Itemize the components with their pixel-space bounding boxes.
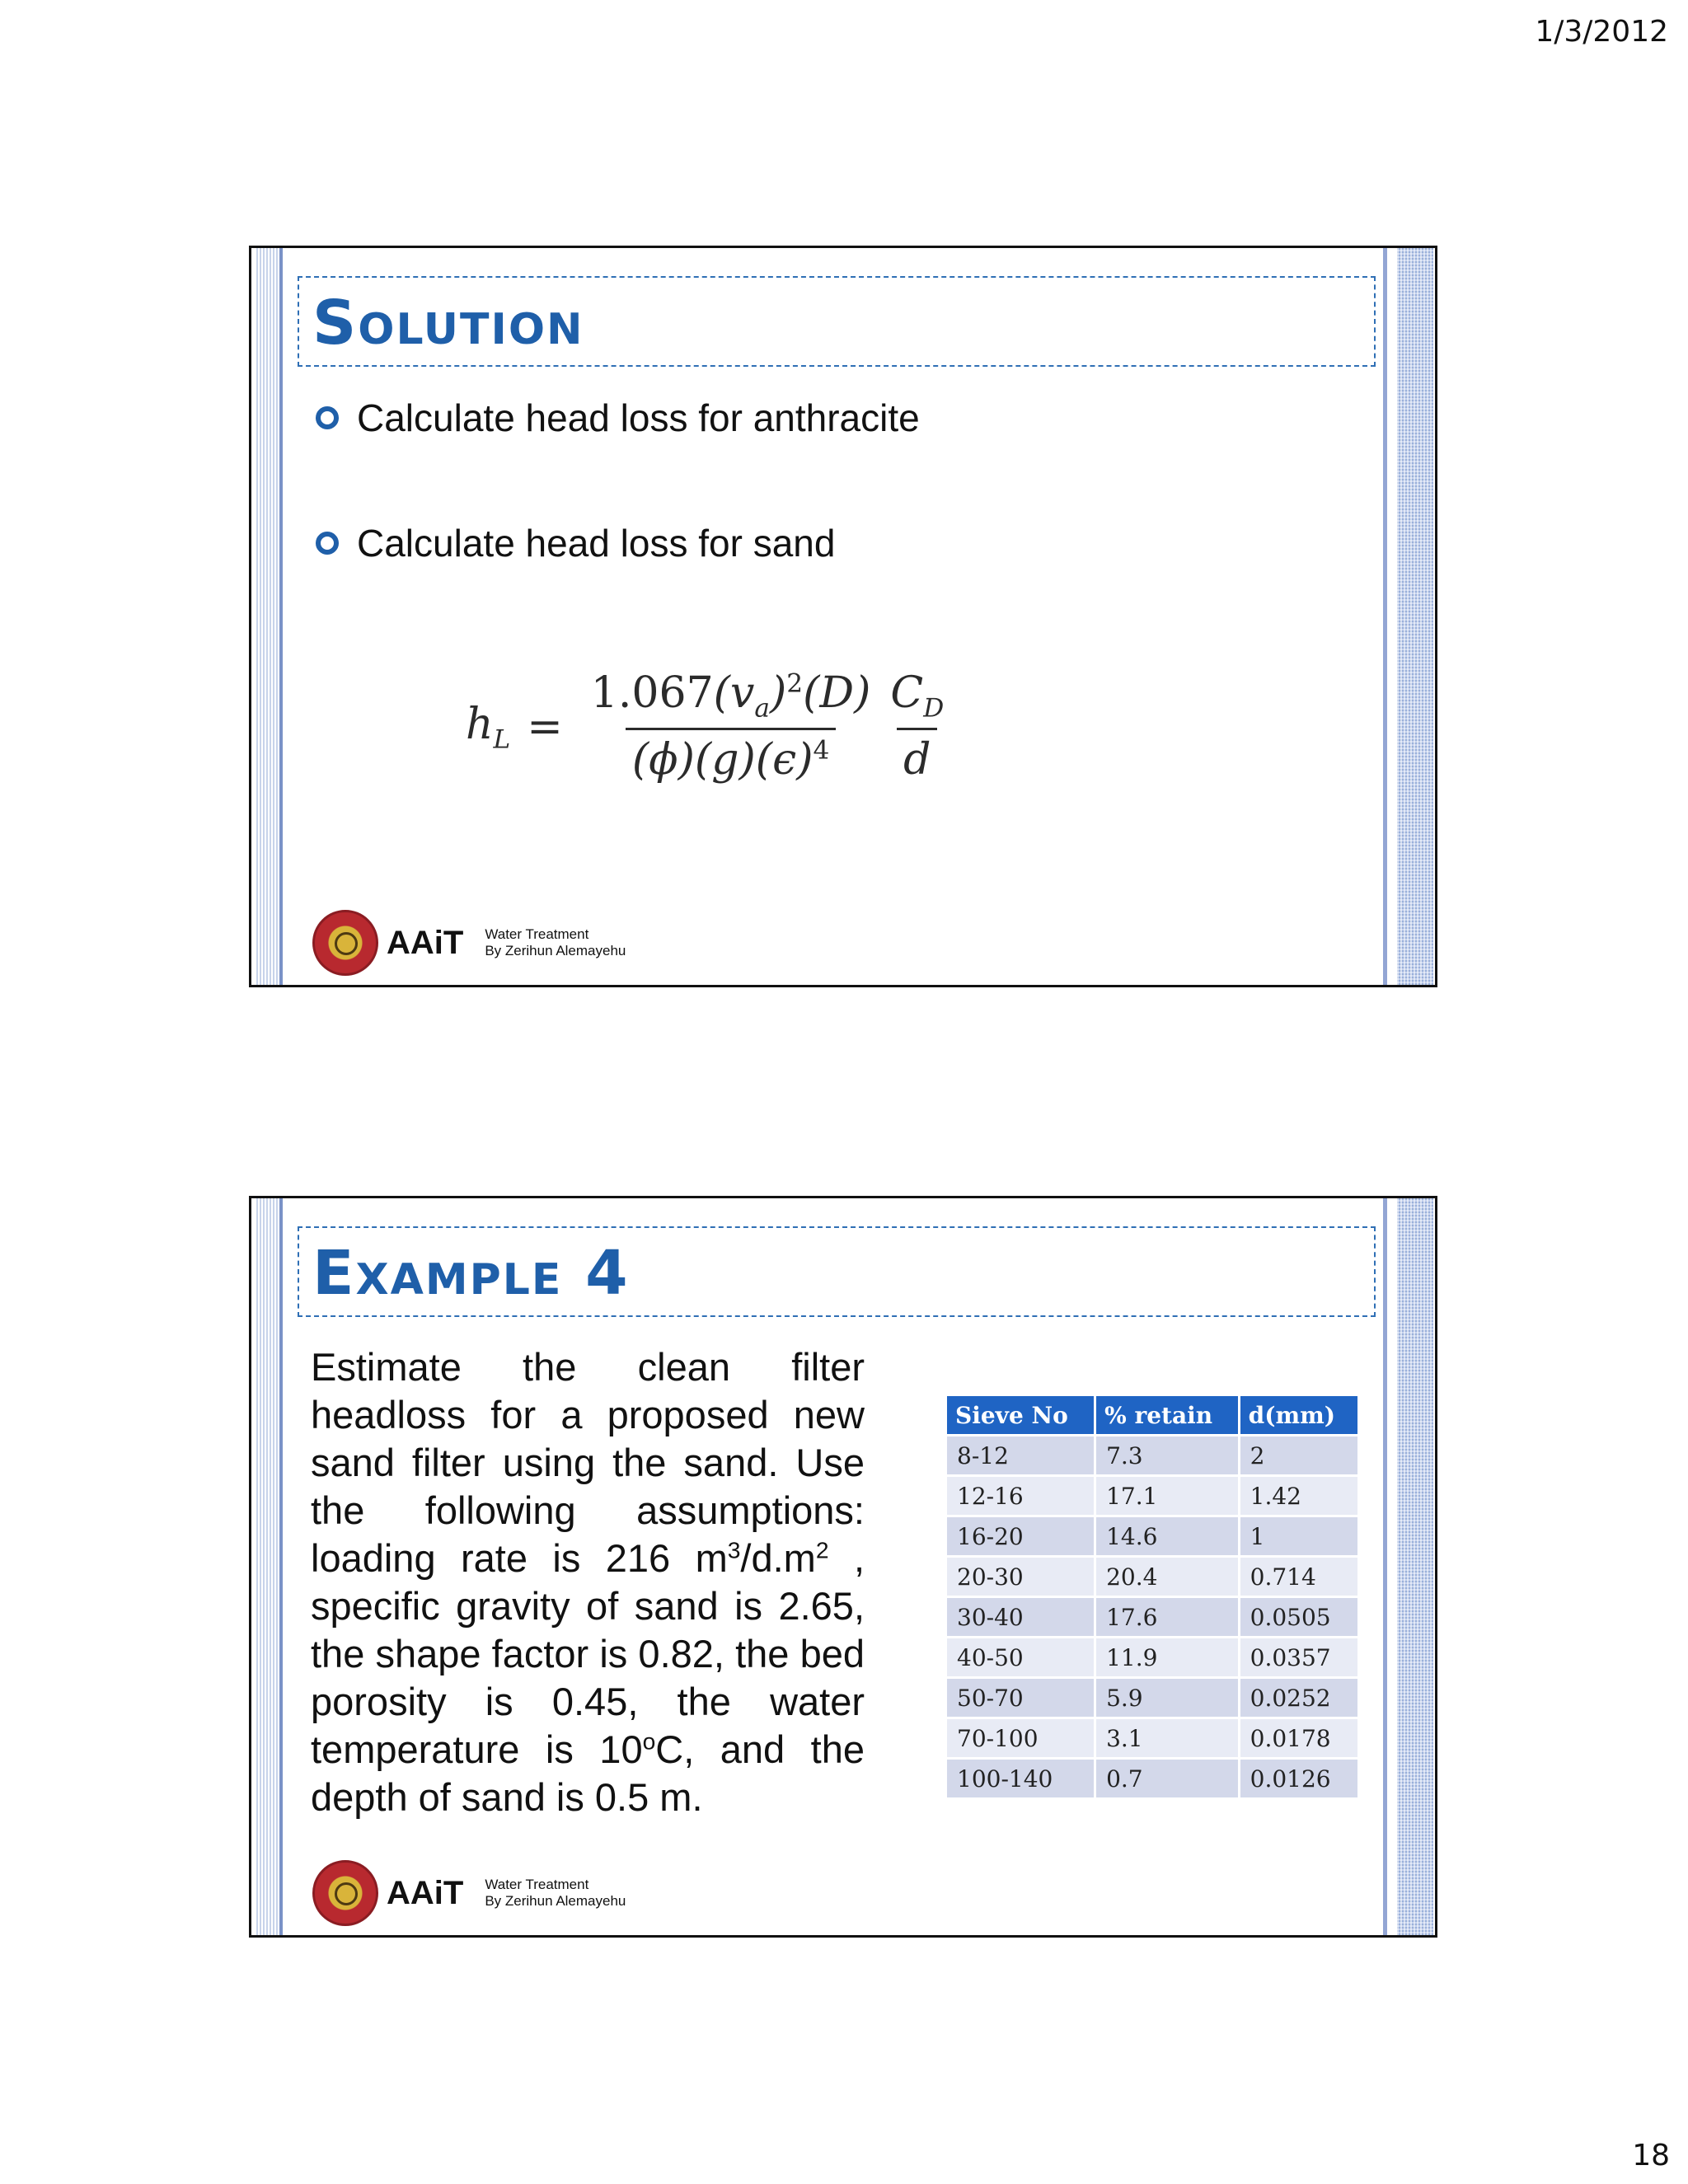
table-cell: 3.1 xyxy=(1096,1719,1238,1757)
table-row xyxy=(947,1760,1357,1797)
table-cell: 12-16 xyxy=(947,1477,1094,1515)
table-cell: 5.9 xyxy=(1096,1679,1238,1717)
slide-title: Example 4 xyxy=(312,1238,630,1309)
table-cell: 20-30 xyxy=(947,1558,1094,1596)
column-header-sieve-no: Sieve No xyxy=(947,1396,1094,1434)
formula-fraction-cd xyxy=(884,668,950,785)
left-decor-line xyxy=(279,248,283,985)
bullet-text: Calculate head loss for anthracite xyxy=(357,396,920,439)
footer-course: Water Treatment xyxy=(485,1877,589,1892)
title-box xyxy=(298,1226,1376,1317)
footer-author: By Zerihun Alemayehu xyxy=(485,1893,626,1909)
table-cell: 0.0178 xyxy=(1240,1719,1357,1757)
slide-footer xyxy=(312,907,626,978)
aait-logo-icon xyxy=(312,910,378,976)
formula-denominator: $(\phi)(g)(\epsilon)^4$ xyxy=(626,728,836,785)
table-cell: 16-20 xyxy=(947,1517,1094,1555)
table-cell: 30-40 xyxy=(947,1598,1094,1636)
table-cell: 0.0252 xyxy=(1240,1679,1357,1717)
table-cell: 1 xyxy=(1240,1517,1357,1555)
formula-numerator: $1.067(v_a)^2(D)$ xyxy=(590,668,871,724)
problem-statement: Estimate the clean filter headloss for a proposed new sand filter using the sand. Use the following assumptions: loading rate is 216 $m^3/d.m^2$ , specific gravity of sand is 2.65, the shape factor is 0.82, the bed porosity is 0.45, the water temperature is 10$^o$C, and the depth of sand is 0.5 m. xyxy=(311,1345,865,1819)
table-row xyxy=(947,1598,1357,1636)
brand-name: AAiT xyxy=(387,924,464,961)
left-decor-stripe xyxy=(256,248,281,985)
table-cell: 7.3 xyxy=(1096,1436,1238,1474)
slide-footer xyxy=(312,1858,626,1929)
table-cell: 40-50 xyxy=(947,1638,1094,1676)
list-item xyxy=(316,395,920,441)
page-number: 18 xyxy=(1632,2139,1670,2172)
table-cell: 50-70 xyxy=(947,1679,1094,1717)
table-cell: 17.6 xyxy=(1096,1598,1238,1636)
table-cell: 11.9 xyxy=(1096,1638,1238,1676)
footer-author: By Zerihun Alemayehu xyxy=(485,943,626,958)
footer-text xyxy=(485,1877,626,1910)
page-date: 1/3/2012 xyxy=(1535,15,1668,49)
table-cell: 20.4 xyxy=(1096,1558,1238,1596)
left-decor-line xyxy=(279,1198,283,1935)
circle-bullet-icon xyxy=(316,406,339,429)
slide-title: Solution xyxy=(312,288,584,359)
list-item xyxy=(316,520,920,566)
table-row xyxy=(947,1638,1357,1676)
table-row xyxy=(947,1477,1357,1515)
slide-solution xyxy=(249,246,1437,987)
table-cell: 0.7 xyxy=(1096,1760,1238,1797)
formula-equals: = xyxy=(527,701,563,752)
formula-lhs: $h_L$ xyxy=(466,699,511,754)
brand-name: AAiT xyxy=(387,1874,464,1911)
formula-fraction-main xyxy=(584,668,878,785)
right-decor-stripe xyxy=(1397,1198,1433,1935)
table-row xyxy=(947,1679,1357,1717)
formula-cd: $C_D$ xyxy=(890,668,945,724)
table-cell: 70-100 xyxy=(947,1719,1094,1757)
table-row xyxy=(947,1719,1357,1757)
bullet-text: Calculate head loss for sand xyxy=(357,522,836,565)
footer-text xyxy=(485,926,626,959)
circle-bullet-icon xyxy=(316,532,339,555)
column-header-diameter: d(mm) xyxy=(1240,1396,1357,1434)
table-cell: 0.0126 xyxy=(1240,1760,1357,1797)
table-cell: 100-140 xyxy=(947,1760,1094,1797)
footer-course: Water Treatment xyxy=(485,926,589,942)
slide-example-4 xyxy=(249,1196,1437,1938)
table-cell: 1.42 xyxy=(1240,1477,1357,1515)
table-cell: 0.0357 xyxy=(1240,1638,1357,1676)
table-cell: 0.0505 xyxy=(1240,1598,1357,1636)
table-cell: 17.1 xyxy=(1096,1477,1238,1515)
title-box xyxy=(298,276,1376,367)
formula-d: d xyxy=(897,728,937,785)
column-header-percent-retain: % retain xyxy=(1096,1396,1238,1434)
head-loss-formula xyxy=(466,668,954,785)
table-cell: 2 xyxy=(1240,1436,1357,1474)
table-cell: 8-12 xyxy=(947,1436,1094,1474)
table-row xyxy=(947,1517,1357,1555)
table-cell: 14.6 xyxy=(1096,1517,1238,1555)
bullet-list xyxy=(316,395,920,645)
table-header-row xyxy=(947,1396,1357,1434)
aait-logo-icon xyxy=(312,1860,378,1926)
table-row xyxy=(947,1558,1357,1596)
right-decor-line xyxy=(1383,1198,1387,1935)
table-row xyxy=(947,1436,1357,1474)
right-decor-line xyxy=(1383,248,1387,985)
right-decor-stripe xyxy=(1397,248,1433,985)
sieve-table xyxy=(945,1394,1360,1800)
left-decor-stripe xyxy=(256,1198,281,1935)
table-cell: 0.714 xyxy=(1240,1558,1357,1596)
